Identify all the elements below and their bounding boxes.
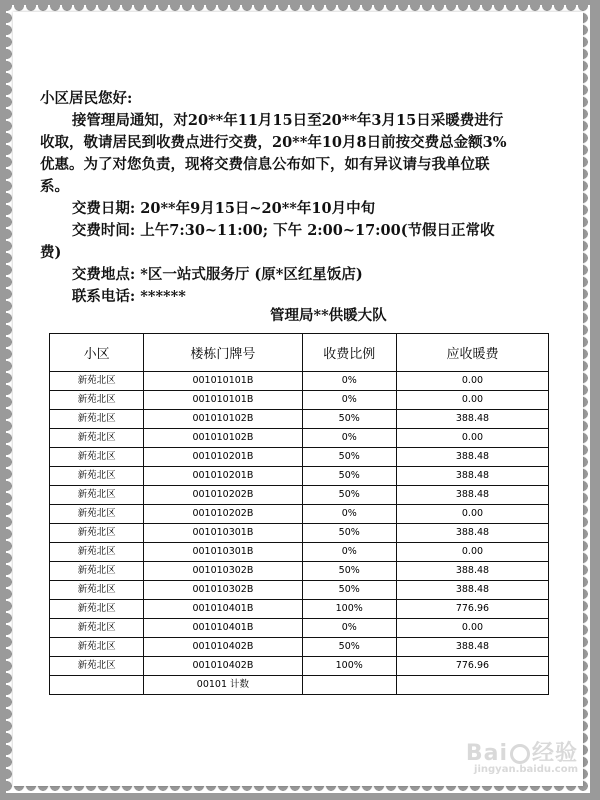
- table-cell: 新苑北区: [50, 619, 144, 638]
- table-cell: 0.00: [396, 372, 548, 391]
- table-cell: 0.00: [396, 619, 548, 638]
- table-cell: 0%: [302, 372, 396, 391]
- table-cell: 388.48: [396, 448, 548, 467]
- table-cell: 50%: [302, 448, 396, 467]
- table-cell: [396, 676, 548, 695]
- table-cell: 50%: [302, 524, 396, 543]
- table-cell: 0.00: [396, 429, 548, 448]
- table-cell: 新苑北区: [50, 600, 144, 619]
- table-cell: [302, 676, 396, 695]
- table-cell: 0.00: [396, 505, 548, 524]
- baidu-watermark: [466, 736, 578, 775]
- table-row: [50, 562, 549, 581]
- table-cell: 新苑北区: [50, 391, 144, 410]
- table-cell: 50%: [302, 486, 396, 505]
- table-cell: 388.48: [396, 524, 548, 543]
- table-cell: 新苑北区: [50, 467, 144, 486]
- table-cell: 001010201B: [144, 467, 302, 486]
- table-cell: 388.48: [396, 638, 548, 657]
- table-row: [50, 524, 549, 543]
- table-cell: 新苑北区: [50, 581, 144, 600]
- table-cell: 新苑北区: [50, 448, 144, 467]
- table-row: [50, 619, 549, 638]
- table-cell: 001010302B: [144, 581, 302, 600]
- table-cell: 50%: [302, 410, 396, 429]
- table-cell: 0%: [302, 391, 396, 410]
- column-header: 收费比例: [302, 334, 396, 372]
- table-row: [50, 486, 549, 505]
- table-cell: 388.48: [396, 486, 548, 505]
- table-cell: 776.96: [396, 657, 548, 676]
- table-cell: 388.48: [396, 562, 548, 581]
- payment-time: 交费时间: 上午7:30~11:00; 下午 2:00~17:00(节假日正常收费): [40, 222, 495, 261]
- table-cell: 776.96: [396, 600, 548, 619]
- table-cell: 001010102B: [144, 410, 302, 429]
- table-cell: 001010301B: [144, 543, 302, 562]
- table-cell: 新苑北区: [50, 638, 144, 657]
- table-cell: 388.48: [396, 410, 548, 429]
- watermark-brand-jingyan: 经验: [531, 741, 578, 766]
- table-cell: 新苑北区: [50, 505, 144, 524]
- table-cell: 001010301B: [144, 524, 302, 543]
- table-cell: 001010101B: [144, 372, 302, 391]
- table-cell: 新苑北区: [50, 372, 144, 391]
- signature: 管理局**供暖大队: [270, 307, 387, 324]
- table-cell: 50%: [302, 562, 396, 581]
- table-cell: 新苑北区: [50, 524, 144, 543]
- table-cell: 001010201B: [144, 448, 302, 467]
- table-cell: 新苑北区: [50, 410, 144, 429]
- table-cell: 50%: [302, 638, 396, 657]
- table-row: [50, 600, 549, 619]
- table-row: [50, 391, 549, 410]
- table-cell: 新苑北区: [50, 486, 144, 505]
- paw-icon: [510, 744, 530, 764]
- table-cell: 001010202B: [144, 505, 302, 524]
- notice-text: [40, 88, 510, 308]
- table-cell: 001010202B: [144, 486, 302, 505]
- table-row: [50, 467, 549, 486]
- table-cell: 001010401B: [144, 600, 302, 619]
- table-cell: [50, 676, 144, 695]
- table-cell: 100%: [302, 600, 396, 619]
- table-cell: 0%: [302, 429, 396, 448]
- column-header: 楼栋门牌号: [144, 334, 302, 372]
- table-cell: 50%: [302, 467, 396, 486]
- table-cell: 00101 计数: [144, 676, 302, 695]
- table-row: [50, 372, 549, 391]
- contact-phone: 联系电话: ******: [71, 288, 186, 305]
- table-row: [50, 638, 549, 657]
- table-cell: 0.00: [396, 543, 548, 562]
- table-cell: 001010402B: [144, 638, 302, 657]
- table-cell: 0.00: [396, 391, 548, 410]
- table-cell: 新苑北区: [50, 543, 144, 562]
- table-row: [50, 657, 549, 676]
- table-cell: 新苑北区: [50, 562, 144, 581]
- table-cell: 001010102B: [144, 429, 302, 448]
- table-row: [50, 410, 549, 429]
- table-cell: 0%: [302, 543, 396, 562]
- watermark-url: jingyan.baidu.com: [474, 764, 578, 775]
- table-cell: 新苑北区: [50, 429, 144, 448]
- table-cell: 100%: [302, 657, 396, 676]
- table-total-row: [50, 676, 549, 695]
- table-cell: 388.48: [396, 467, 548, 486]
- notice-body: 接管理局通知，对20**年11月15日至20**年3月15日采暖费进行收取，敬请居民到收费点进行交费，20**年10月8日前按交费总金额3%优惠。为了对您负责，现将交费信息公布如下，如有异议请与我单位联系。: [40, 112, 507, 195]
- fee-table: [49, 333, 549, 695]
- table-row: [50, 543, 549, 562]
- payment-date: 交费日期: 20**年9月15日~20**年10月中旬: [71, 200, 376, 217]
- table-cell: 388.48: [396, 581, 548, 600]
- watermark-brand: Bai: [465, 741, 508, 766]
- table-header-row: [50, 334, 549, 372]
- column-header: 应收暖费: [396, 334, 548, 372]
- table-cell: 0%: [302, 505, 396, 524]
- table-cell: 001010402B: [144, 657, 302, 676]
- payment-place: 交费地点: *区一站式服务厅 (原*区红星饭店): [71, 266, 363, 283]
- table-cell: 新苑北区: [50, 657, 144, 676]
- table-cell: 0%: [302, 619, 396, 638]
- table-row: [50, 581, 549, 600]
- table-row: [50, 429, 549, 448]
- table-cell: 001010401B: [144, 619, 302, 638]
- table-cell: 001010101B: [144, 391, 302, 410]
- table-row: [50, 505, 549, 524]
- table-cell: 50%: [302, 581, 396, 600]
- table-cell: 001010302B: [144, 562, 302, 581]
- table-row: [50, 448, 549, 467]
- greeting: 小区居民您好:: [40, 90, 133, 107]
- column-header: 小区: [50, 334, 144, 372]
